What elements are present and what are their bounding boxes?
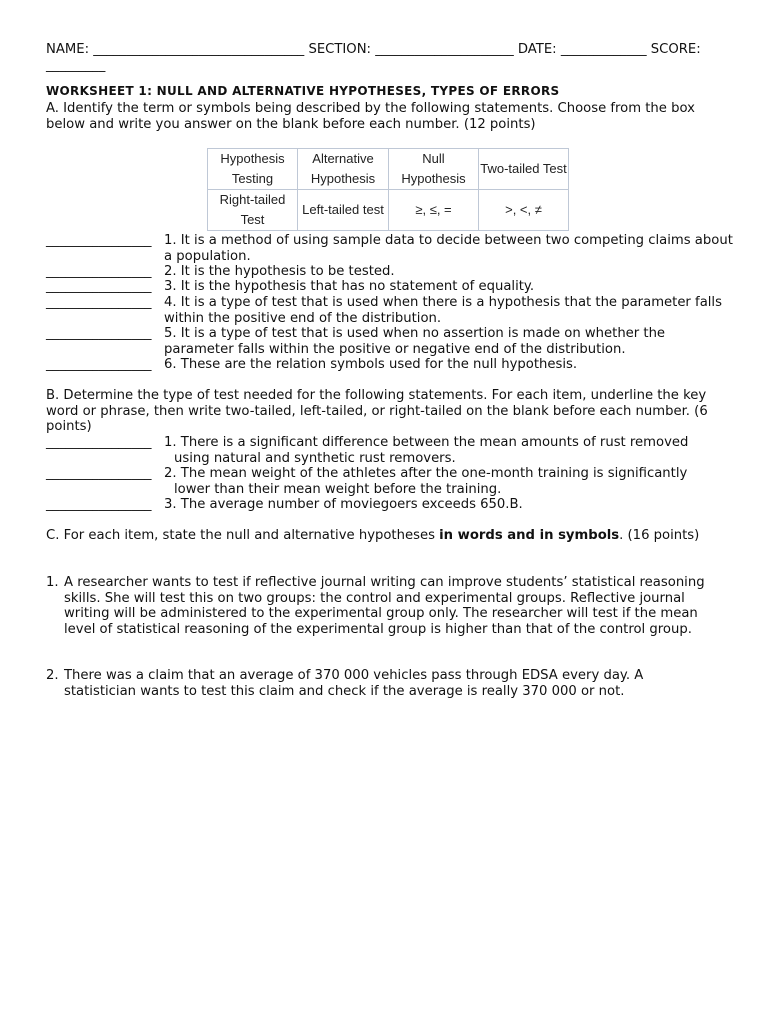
section-label: SECTION: [308,42,371,57]
part-c-instructions-bold: in words and in symbols [439,528,620,543]
item-text: 1. It is a method of using sample data to decide between two competing claims about a population. [164,233,733,264]
item-text-continued: lower than their mean weight before the training. [174,482,502,497]
answer-blank[interactable]: ________________ [46,466,152,481]
item-text: 2. The mean weight of the athletes after the one-month training is significantly [164,466,688,481]
choice-cell: Left-tailed test [298,190,389,231]
item-text-continued: using natural and synthetic rust removers. [174,451,456,466]
question-text: A researcher wants to test if reflective journal writing can improve students’ statistical reasoning skills. She will test this on two groups: the control and experimental groups. Reflective journal writing will be administered to the experimental group only. The researcher will test if the mean level of statistical reasoning of the experimental group is higher than that of the control group. [64,575,705,637]
answer-blank[interactable]: ________________ [46,497,152,512]
student-info-header [46,42,736,73]
part-c-instructions-start: C. For each item, state the null and alternative hypotheses [46,528,440,543]
name-blank[interactable]: ________________________________ [93,42,305,57]
part-b-instructions: B. Determine the type of test needed for the following statements. For each item, underline the key word or phrase, then write two-tailed, left-tailed, or right-tailed on the blank before each number. (6 points) [46,388,708,435]
worksheet-title: WORKSHEET 1: NULL AND ALTERNATIVE HYPOTHESES, TYPES OF ERRORS [46,84,560,98]
question-number: 2. [46,668,59,683]
answer-blank[interactable]: ________________ [46,357,152,372]
date-blank[interactable]: _____________ [560,42,647,57]
section-blank[interactable]: _____________________ [375,42,514,57]
score-blank[interactable]: _________ [46,57,106,73]
answer-blank[interactable]: ________________ [46,264,152,279]
part-c-instructions-end: . (16 points) [619,528,700,543]
choice-cell: Alternative Hypothesis [298,149,389,190]
answer-blank[interactable]: ________________ [46,233,152,248]
item-text: 6. These are the relation symbols used for the null hypothesis. [164,357,578,372]
item-text: 5. It is a type of test that is used when no assertion is made on whether the parameter falls within the positive or negative end of the distribution. [164,326,666,357]
item-text: 3. It is the hypothesis that has no statement of equality. [164,279,535,294]
item-text: 3. The average number of moviegoers exceeds 650.B. [164,497,523,512]
date-label: DATE: [517,42,557,57]
name-label: NAME: [46,42,90,57]
choice-cell: >, <, ≠ [479,190,569,231]
choice-cell: Null Hypothesis [389,149,479,190]
question-number: 1. [46,575,59,590]
part-c-instructions [46,528,736,544]
score-label: SCORE: [650,42,701,57]
item-text: 2. It is the hypothesis to be tested. [164,264,395,279]
answer-choices-box [207,148,569,231]
question-text: There was a claim that an average of 370 000 vehicles pass through EDSA every day. A statistician wants to test this claim and check if the average is really 370 000 or not. [64,668,644,699]
answer-blank[interactable]: ________________ [46,279,152,294]
choice-cell: Hypothesis Testing [208,149,298,190]
answer-blank[interactable]: ________________ [46,435,152,450]
choice-cell: ≥, ≤, = [389,190,479,231]
answer-blank[interactable]: ________________ [46,295,152,310]
answer-blank[interactable]: ________________ [46,326,152,341]
choice-cell: Two-tailed Test [479,149,569,190]
item-text: 4. It is a type of test that is used when there is a hypothesis that the parameter falls within the positive end of the distribution. [164,295,722,326]
part-a-instructions: A. Identify the term or symbols being described by the following statements. Choose from the box below and write you answer on the blank before each number. (12 points) [46,101,695,132]
choice-cell: Right-tailed Test [208,190,298,231]
item-text: 1. There is a significant difference between the mean amounts of rust removed [164,435,689,450]
